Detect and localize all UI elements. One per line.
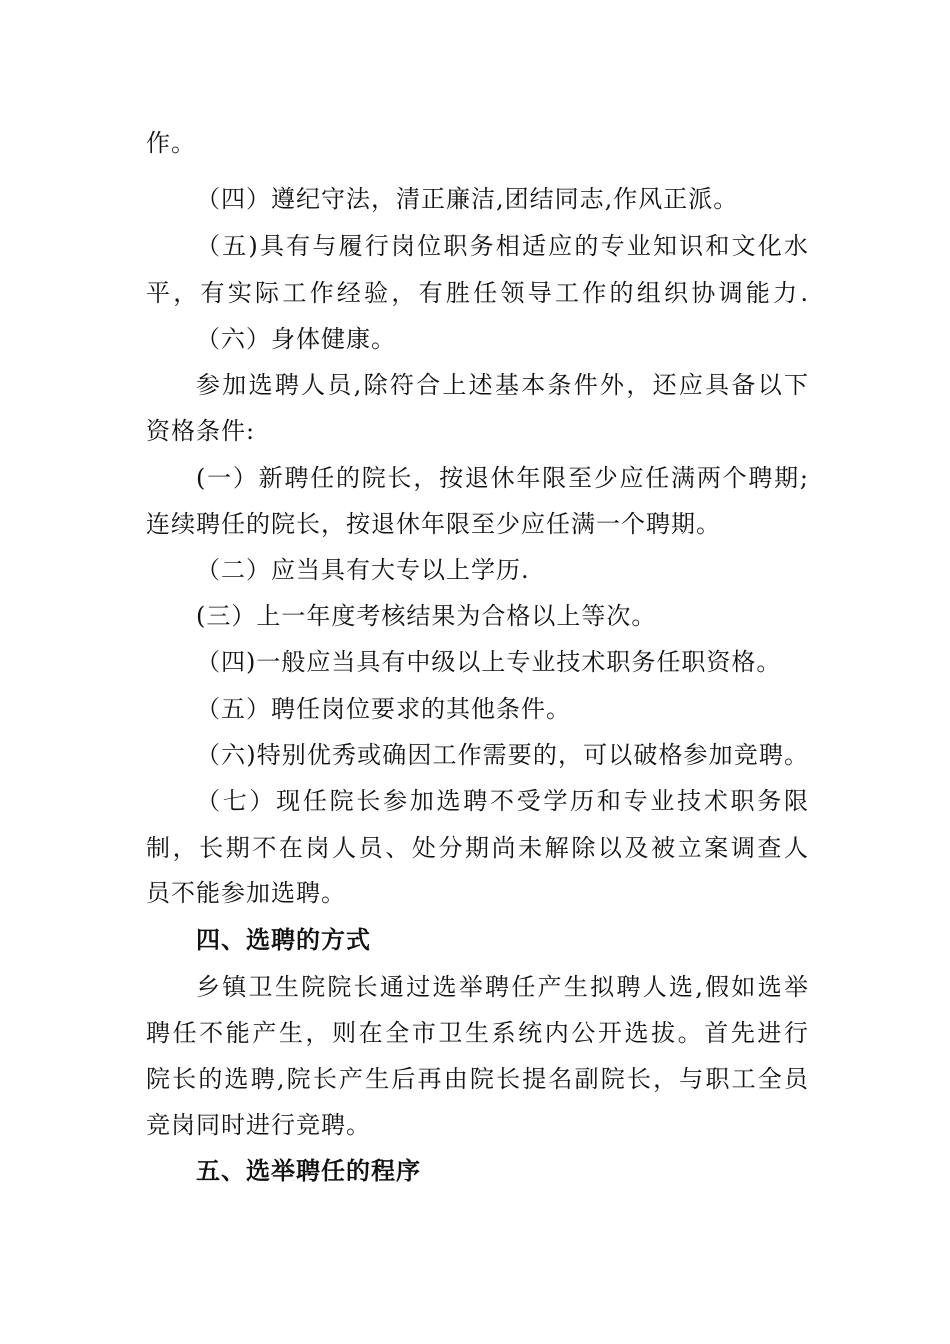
text-line: (三）上一年度考核结果为合格以上等次。 xyxy=(196,602,657,630)
text-line: 平，有实际工作经验，有胜任领导工作的组织协调能力. xyxy=(146,279,808,307)
section-heading: 五、选举聘任的程序 xyxy=(196,1157,421,1185)
text-line: 作。 xyxy=(146,129,196,157)
text-line: （六）身体健康。 xyxy=(196,325,396,353)
text-line: （五)具有与履行岗位职务相适应的专业知识和文化水 xyxy=(196,232,808,260)
text-line: 员不能参加选聘。 xyxy=(146,879,346,907)
text-line: （五）聘任岗位要求的其他条件。 xyxy=(196,695,571,723)
text-line: 连续聘任的院长，按退休年限至少应任满一个聘期。 xyxy=(146,510,721,538)
text-line: 院长的选聘,院长产生后再由院长提名副院长，与职工全员 xyxy=(146,1065,808,1093)
section-heading: 四、选聘的方式 xyxy=(196,926,371,954)
text-line: 竞岗同时进行竞聘。 xyxy=(146,1111,371,1139)
text-line: 聘任不能产生，则在全市卫生系统内公开选拔。首先进行 xyxy=(146,1019,808,1047)
text-line: 乡镇卫生院院长通过选举聘任产生拟聘人选,假如选举 xyxy=(196,973,808,1001)
text-line: 资格条件: xyxy=(146,417,256,445)
text-line: （四）遵纪守法，清正廉洁,团结同志,作风正派。 xyxy=(196,185,739,213)
text-line: （二）应当具有大专以上学历. xyxy=(196,556,530,584)
text-line: （七）现任院长参加选聘不受学历和专业技术职务限 xyxy=(196,787,808,815)
text-line: 参加选聘人员,除符合上述基本条件外，还应具备以下 xyxy=(196,371,808,399)
text-line: (一）新聘任的院长，按退休年限至少应任满两个聘期; xyxy=(196,464,808,492)
text-line: （四)一般应当具有中级以上专业技术职务任职资格。 xyxy=(196,648,782,676)
text-line: （六)特别优秀或确因工作需要的，可以破格参加竞聘。 xyxy=(196,741,808,769)
text-line: 制，长期不在岗人员、处分期尚未解除以及被立案调查人 xyxy=(146,834,808,862)
